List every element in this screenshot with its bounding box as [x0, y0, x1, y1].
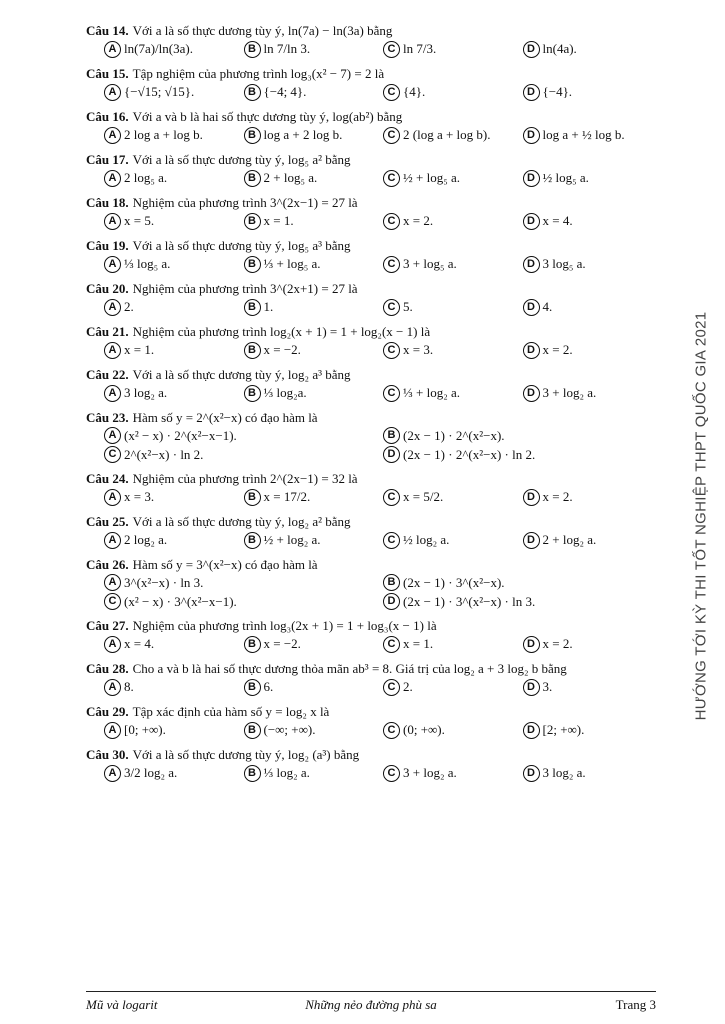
question-stem: Nghiệm của phương trình 3^(2x+1) = 27 là — [132, 281, 358, 296]
option-text: x = 2. — [403, 213, 434, 228]
option-letter-circle: B — [244, 636, 261, 653]
answer-option[interactable] — [523, 39, 663, 59]
option-letter-circle: A — [104, 84, 121, 101]
question-stem: Hàm số y = 2^(x²−x) có đạo hàm là — [132, 410, 318, 425]
question-number: Câu 22. — [86, 367, 129, 382]
question-text — [86, 108, 662, 125]
answer-option[interactable] — [523, 211, 663, 231]
answer-option[interactable] — [104, 426, 383, 445]
option-text: 2. — [124, 299, 134, 314]
answer-option[interactable] — [104, 340, 244, 360]
question — [86, 22, 662, 59]
option-letter-circle: B — [244, 489, 261, 506]
option-letter-circle: B — [244, 385, 261, 402]
answer-option[interactable] — [383, 592, 662, 611]
option-letter-circle: A — [104, 765, 121, 782]
question-number: Câu 17. — [86, 152, 129, 167]
option-text: ⅓ log₂ a. — [263, 765, 310, 780]
option-letter-circle: C — [383, 256, 400, 273]
option-letter-circle: A — [104, 170, 121, 187]
answer-option[interactable] — [104, 592, 383, 611]
question-stem: Với a là số thực dương tùy ý, log₅ a² bằng — [132, 152, 351, 167]
answer-option[interactable] — [383, 82, 523, 102]
option-letter-circle: D — [523, 299, 540, 316]
question-stem: Với a là số thực dương tùy ý, log₂ (a³) bằng — [132, 747, 360, 762]
answer-option[interactable] — [244, 297, 384, 317]
option-text: 1. — [263, 299, 274, 314]
question — [86, 703, 662, 740]
answer-options — [104, 383, 662, 403]
answer-options — [104, 125, 662, 145]
option-letter-circle: B — [244, 532, 261, 549]
option-text: ln(7a)/ln(3a). — [124, 41, 193, 56]
option-text: 5. — [403, 299, 413, 314]
option-text: x = 3. — [403, 342, 434, 357]
answer-option[interactable] — [244, 383, 384, 403]
option-text: 3 log₅ a. — [542, 256, 586, 271]
answer-option[interactable] — [523, 254, 663, 274]
question-number: Câu 26. — [86, 557, 129, 572]
option-letter-circle: B — [244, 342, 261, 359]
question — [86, 470, 662, 507]
option-letter-circle: D — [523, 342, 540, 359]
side-title — [689, 311, 713, 721]
answer-option[interactable] — [104, 125, 244, 145]
option-letter-circle: D — [523, 84, 540, 101]
question-number: Câu 15. — [86, 66, 129, 81]
answer-option[interactable] — [244, 125, 384, 145]
option-letter-circle: A — [104, 489, 121, 506]
question — [86, 366, 662, 403]
question-number: Câu 18. — [86, 195, 129, 210]
question — [86, 746, 662, 783]
option-letter-circle: B — [244, 213, 261, 230]
option-text: 2 (log a + log b). — [403, 127, 491, 142]
option-text: 2. — [403, 679, 413, 694]
option-text: (−∞; +∞). — [263, 722, 316, 737]
option-text: {−4}. — [542, 84, 573, 99]
answer-option[interactable] — [383, 383, 523, 403]
option-letter-circle: D — [383, 446, 400, 463]
option-text: (2x − 1) · 3^(x²−x). — [403, 575, 505, 590]
option-text: 8. — [124, 679, 134, 694]
answer-option[interactable] — [104, 297, 244, 317]
answer-option[interactable] — [523, 297, 663, 317]
footer-chapter: Mũ và logarit — [86, 997, 158, 1012]
answer-option[interactable] — [244, 211, 384, 231]
question-text — [86, 151, 662, 168]
option-text: x = 4. — [542, 213, 573, 228]
question-number: Câu 30. — [86, 747, 129, 762]
option-text: 2 log₅ a. — [124, 170, 168, 185]
option-text: x = 2. — [542, 342, 573, 357]
answer-option[interactable] — [523, 677, 663, 697]
footer-divider — [86, 991, 656, 992]
question-stem: Nghiệm của phương trình 2^(2x−1) = 32 là — [132, 471, 358, 486]
answer-option[interactable] — [383, 211, 523, 231]
answer-options — [104, 39, 662, 59]
question — [86, 556, 662, 611]
option-text: x = −2. — [263, 342, 301, 357]
option-letter-circle: C — [104, 593, 121, 610]
answer-option[interactable] — [383, 530, 523, 550]
question-text — [86, 65, 662, 82]
answer-option[interactable] — [523, 720, 663, 740]
answer-option[interactable] — [104, 39, 244, 59]
answer-option[interactable] — [244, 340, 384, 360]
option-text: {4}. — [403, 84, 426, 99]
question-number: Câu 28. — [86, 661, 129, 676]
option-letter-circle: D — [523, 489, 540, 506]
answer-options — [104, 530, 662, 550]
answer-option[interactable] — [523, 125, 663, 145]
question-stem: Nghiệm của phương trình log₃(2x + 1) = 1 + log₃(x − 1) là — [132, 618, 437, 633]
option-letter-circle: D — [523, 722, 540, 739]
option-text: 3/2 log₂ a. — [124, 765, 178, 780]
question-number: Câu 27. — [86, 618, 129, 633]
question-stem: Hàm số y = 3^(x²−x) có đạo hàm là — [132, 557, 318, 572]
question-list — [86, 22, 662, 789]
question-stem: Tập nghiệm của phương trình log₃(x² − 7) = 2 là — [132, 66, 385, 81]
option-letter-circle: A — [104, 636, 121, 653]
answer-option[interactable] — [104, 168, 244, 188]
answer-option[interactable] — [383, 445, 662, 464]
option-letter-circle: A — [104, 574, 121, 591]
option-letter-circle: B — [244, 127, 261, 144]
question — [86, 409, 662, 464]
option-letter-circle: D — [383, 593, 400, 610]
answer-option[interactable] — [383, 168, 523, 188]
answer-option[interactable] — [383, 426, 662, 445]
option-text: ½ log₂ a. — [403, 532, 450, 547]
answer-options — [104, 254, 662, 274]
option-letter-circle: C — [383, 679, 400, 696]
option-letter-circle: C — [383, 299, 400, 316]
option-letter-circle: B — [383, 427, 400, 444]
question — [86, 65, 662, 102]
answer-option[interactable] — [244, 677, 384, 697]
question-number: Câu 16. — [86, 109, 129, 124]
question — [86, 323, 662, 360]
question-number: Câu 19. — [86, 238, 129, 253]
answer-options — [104, 720, 662, 740]
option-letter-circle: B — [244, 84, 261, 101]
option-text: log a + ½ log b. — [542, 127, 625, 142]
option-text: ½ log₅ a. — [542, 170, 589, 185]
option-letter-circle: B — [244, 765, 261, 782]
option-letter-circle: C — [383, 127, 400, 144]
answer-option[interactable] — [383, 763, 523, 783]
option-letter-circle: A — [104, 41, 121, 58]
answer-option[interactable] — [104, 720, 244, 740]
answer-option[interactable] — [383, 39, 523, 59]
option-text: 3^(x²−x) · ln 3. — [124, 575, 204, 590]
option-letter-circle: D — [523, 765, 540, 782]
answer-option[interactable] — [523, 82, 663, 102]
answer-option[interactable] — [104, 211, 244, 231]
option-letter-circle: A — [104, 679, 121, 696]
answer-options — [104, 297, 662, 317]
question — [86, 194, 662, 231]
option-letter-circle: C — [104, 446, 121, 463]
option-text: [2; +∞). — [542, 722, 585, 737]
answer-option[interactable] — [523, 168, 663, 188]
option-letter-circle: B — [244, 256, 261, 273]
question-text — [86, 323, 662, 340]
option-text: 3 + log₅ a. — [403, 256, 457, 271]
answer-option[interactable] — [383, 634, 523, 654]
answer-options — [104, 340, 662, 360]
option-text: (0; +∞). — [403, 722, 445, 737]
option-text: 2^(x²−x) · ln 2. — [124, 447, 204, 462]
option-text: 6. — [263, 679, 274, 694]
option-text: ⅓ log₅ a. — [124, 256, 171, 271]
option-text: (2x − 1) · 3^(x²−x) · ln 3. — [403, 594, 536, 609]
option-text: (x² − x) · 2^(x²−x−1). — [124, 428, 237, 443]
answer-option[interactable] — [104, 573, 383, 592]
option-text: log a + 2 log b. — [263, 127, 343, 142]
option-letter-circle: A — [104, 722, 121, 739]
option-text: 2 + log₂ a. — [542, 532, 597, 547]
answer-option[interactable] — [244, 720, 384, 740]
option-letter-circle: B — [244, 722, 261, 739]
footer-page-number: Trang 3 — [615, 997, 656, 1012]
option-text: x = 1. — [263, 213, 294, 228]
option-text: x = 5/2. — [403, 489, 444, 504]
question-text — [86, 280, 662, 297]
option-text: (2x − 1) · 2^(x²−x). — [403, 428, 505, 443]
question-stem: Nghiệm của phương trình log₂(x + 1) = 1 + log₂(x − 1) là — [132, 324, 431, 339]
question-text — [86, 22, 662, 39]
option-letter-circle: D — [523, 41, 540, 58]
answer-option[interactable] — [104, 530, 244, 550]
option-text: {−√15; √15}. — [124, 84, 195, 99]
option-letter-circle: B — [244, 679, 261, 696]
option-text: ln(4a). — [542, 41, 577, 56]
question-stem: Với a là số thực dương tùy ý, ln(7a) − ln(3a) bằng — [132, 23, 393, 38]
option-letter-circle: D — [523, 532, 540, 549]
option-text: [0; +∞). — [124, 722, 166, 737]
answer-option[interactable] — [383, 254, 523, 274]
answer-option[interactable] — [383, 573, 662, 592]
question — [86, 151, 662, 188]
option-letter-circle: C — [383, 636, 400, 653]
answer-options — [104, 763, 662, 783]
option-letter-circle: D — [523, 170, 540, 187]
option-letter-circle: D — [523, 679, 540, 696]
answer-option[interactable] — [523, 383, 663, 403]
option-text: x = 5. — [124, 213, 155, 228]
question-number: Câu 24. — [86, 471, 129, 486]
answer-option[interactable] — [383, 720, 523, 740]
answer-option[interactable] — [104, 634, 244, 654]
answer-options — [104, 168, 662, 188]
option-letter-circle: A — [104, 427, 121, 444]
option-letter-circle: A — [104, 342, 121, 359]
option-letter-circle: C — [383, 489, 400, 506]
option-text: x = 3. — [124, 489, 155, 504]
answer-option[interactable] — [523, 763, 663, 783]
answer-option[interactable] — [523, 634, 663, 654]
option-text: x = 1. — [403, 636, 434, 651]
answer-option[interactable] — [383, 340, 523, 360]
question-number: Câu 14. — [86, 23, 129, 38]
option-text: ⅓ + log₅ a. — [263, 256, 321, 271]
side-title-text: HƯỚNG TỚI KỲ THI TỐT NGHIỆP THPT QUỐC GIA 2021 — [692, 311, 710, 721]
option-text: (2x − 1) · 2^(x²−x) · ln 2. — [403, 447, 536, 462]
option-letter-circle: D — [523, 127, 540, 144]
question-stem: Với a và b là hai số thực dương tùy ý, log(ab²) bằng — [132, 109, 403, 124]
answer-option[interactable] — [244, 530, 384, 550]
option-letter-circle: A — [104, 127, 121, 144]
option-text: 3 + log₂ a. — [542, 385, 597, 400]
option-letter-circle: B — [244, 170, 261, 187]
option-text: x = 2. — [542, 636, 573, 651]
answer-option[interactable] — [104, 763, 244, 783]
answer-options — [104, 426, 662, 464]
question-text — [86, 556, 662, 573]
question-text — [86, 409, 662, 426]
option-letter-circle: A — [104, 256, 121, 273]
answer-option[interactable] — [383, 677, 523, 697]
option-text: 3. — [542, 679, 553, 694]
option-text: ln 7/ln 3. — [263, 41, 311, 56]
option-text: 2 log₂ a. — [124, 532, 168, 547]
answer-option[interactable] — [244, 254, 384, 274]
answer-option[interactable] — [104, 677, 244, 697]
question-number: Câu 25. — [86, 514, 129, 529]
answer-option[interactable] — [383, 487, 523, 507]
option-letter-circle: C — [383, 765, 400, 782]
question-stem: Với a là số thực dương tùy ý, log₂ a³ bằng — [132, 367, 351, 382]
option-text: x = 17/2. — [263, 489, 311, 504]
option-text: 3 + log₂ a. — [403, 765, 457, 780]
option-letter-circle: C — [383, 722, 400, 739]
question-stem: Với a là số thực dương tùy ý, log₂ a² bằng — [132, 514, 351, 529]
question — [86, 237, 662, 274]
question-text — [86, 237, 662, 254]
footer-book-title: Những nẻo đường phù sa — [305, 997, 437, 1012]
option-letter-circle: A — [104, 213, 121, 230]
option-text: 2 log a + log b. — [124, 127, 203, 142]
answer-option[interactable] — [244, 487, 384, 507]
question-text — [86, 660, 662, 677]
question-number: Câu 29. — [86, 704, 129, 719]
option-letter-circle: A — [104, 532, 121, 549]
option-text: (x² − x) · 3^(x²−x−1). — [124, 594, 237, 609]
option-text: 3 log₂ a. — [124, 385, 168, 400]
option-text: ½ + log₅ a. — [403, 170, 460, 185]
question-stem: Cho a và b là hai số thực dương thỏa mãn ab³ = 8. Giá trị của log₂ a + 3 log₂ b bằng — [132, 661, 567, 676]
option-letter-circle: C — [383, 342, 400, 359]
option-letter-circle: C — [383, 213, 400, 230]
option-text: {−4; 4}. — [263, 84, 307, 99]
option-letter-circle: B — [383, 574, 400, 591]
question-text — [86, 194, 662, 211]
option-letter-circle: C — [383, 170, 400, 187]
question — [86, 617, 662, 654]
answer-options — [104, 573, 662, 611]
question — [86, 108, 662, 145]
question-text — [86, 703, 662, 720]
option-text: x = 1. — [124, 342, 155, 357]
option-letter-circle: D — [523, 385, 540, 402]
option-letter-circle: B — [244, 299, 261, 316]
question-stem: Với a là số thực dương tùy ý, log₅ a³ bằng — [132, 238, 351, 253]
answer-option[interactable] — [244, 763, 384, 783]
option-text: x = 2. — [542, 489, 573, 504]
question-text — [86, 366, 662, 383]
question-number: Câu 20. — [86, 281, 129, 296]
answer-options — [104, 487, 662, 507]
question — [86, 660, 662, 697]
option-text: 3 log₂ a. — [542, 765, 586, 780]
answer-option[interactable] — [104, 254, 244, 274]
answer-options — [104, 634, 662, 654]
option-letter-circle: C — [383, 385, 400, 402]
answer-option[interactable] — [523, 487, 663, 507]
question-stem: Nghiệm của phương trình 3^(2x−1) = 27 là — [132, 195, 358, 210]
answer-option[interactable] — [244, 82, 384, 102]
question-stem: Tập xác định của hàm số y = log₂ x là — [132, 704, 330, 719]
option-letter-circle: B — [244, 41, 261, 58]
answer-option[interactable] — [104, 383, 244, 403]
option-letter-circle: D — [523, 256, 540, 273]
question-text — [86, 470, 662, 487]
option-text: 4. — [542, 299, 553, 314]
answer-options — [104, 677, 662, 697]
answer-option[interactable] — [104, 487, 244, 507]
question-text — [86, 746, 662, 763]
option-letter-circle: C — [383, 84, 400, 101]
question-number: Câu 23. — [86, 410, 129, 425]
option-text: ⅓ log₂a. — [263, 385, 307, 400]
option-text: x = 4. — [124, 636, 155, 651]
answer-option[interactable] — [244, 634, 384, 654]
question-text — [86, 513, 662, 530]
option-text: ln 7/3. — [403, 41, 437, 56]
answer-option[interactable] — [523, 340, 663, 360]
option-letter-circle: A — [104, 385, 121, 402]
answer-option[interactable] — [104, 445, 383, 464]
answer-option[interactable] — [244, 39, 384, 59]
option-text: ⅓ + log₂ a. — [403, 385, 460, 400]
answer-option[interactable] — [104, 82, 244, 102]
option-text: 2 + log₅ a. — [263, 170, 318, 185]
question — [86, 280, 662, 317]
option-letter-circle: A — [104, 299, 121, 316]
option-text: x = −2. — [263, 636, 301, 651]
answer-option[interactable] — [523, 530, 663, 550]
option-letter-circle: C — [383, 532, 400, 549]
option-letter-circle: D — [523, 213, 540, 230]
answer-option[interactable] — [383, 297, 523, 317]
option-letter-circle: C — [383, 41, 400, 58]
question-number: Câu 21. — [86, 324, 129, 339]
question-text — [86, 617, 662, 634]
question — [86, 513, 662, 550]
option-letter-circle: D — [523, 636, 540, 653]
answer-option[interactable] — [383, 125, 523, 145]
answer-options — [104, 82, 662, 102]
answer-option[interactable] — [244, 168, 384, 188]
option-text: ½ + log₂ a. — [263, 532, 321, 547]
answer-options — [104, 211, 662, 231]
